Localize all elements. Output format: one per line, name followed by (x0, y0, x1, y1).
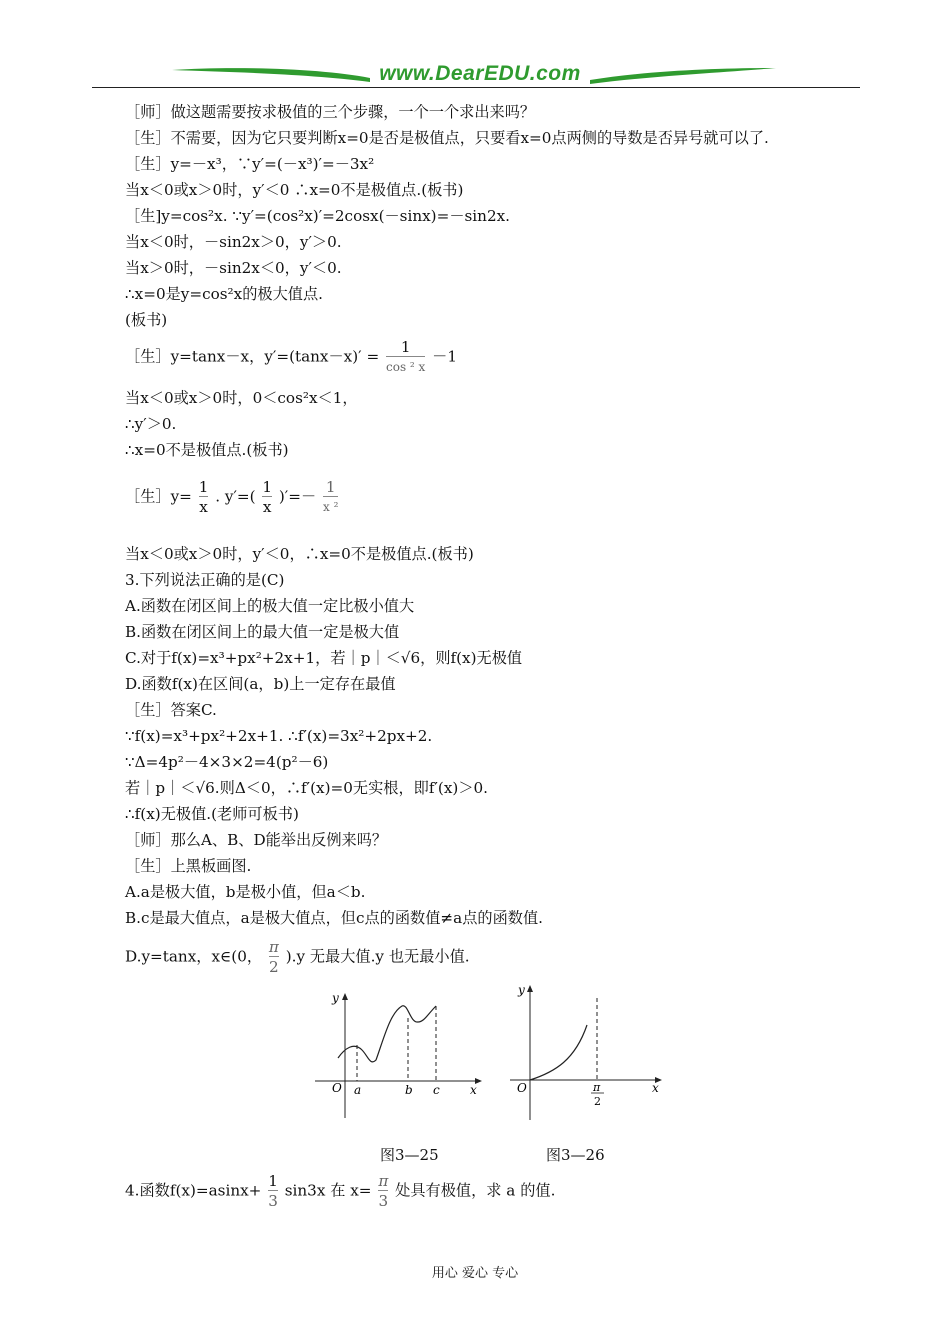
text-line: ［生］不需要，因为它只要判断x=0是否是极值点，只要看x=0点两侧的导数是否异号就可以了. (125, 129, 769, 147)
text-line: ［生]y=cos²x. ∵y′=(cos²x)′=2cosx(－sinx)=－sin2x. (125, 207, 511, 225)
text-line: ［生］答案C. (125, 701, 217, 719)
fraction-numerator: 1 (198, 478, 209, 496)
figure-3-26 (505, 980, 670, 1130)
text-line: ［生］上黑板画图. (125, 857, 252, 875)
text-segment: ［生］y= (125, 487, 192, 506)
fraction-denominator: x ² (323, 500, 339, 514)
fraction-numerator: 1 (400, 338, 411, 356)
fraction (386, 338, 425, 377)
text-line: 当x＞0时，－sin2x＜0，y′＜0. (125, 259, 342, 277)
tick-label-b: b (405, 1083, 413, 1097)
text-line: 当x＜0或x＞0时，y′＜0，∴x=0不是极值点.(板书) (125, 545, 474, 563)
text-segment: D.y=tanx，x∈(0， (125, 947, 263, 966)
text-line: ∴x=0不是极值点.(板书) (125, 441, 289, 459)
figure-3-25 (310, 988, 485, 1128)
tick-label-a: a (354, 1083, 362, 1097)
text-line: ［师］那么A、B、D能举出反例来吗？ (125, 831, 388, 849)
text-line: ∴x=0是y=cos²x的极大值点. (125, 285, 323, 303)
x-axis-label: x (470, 1083, 477, 1097)
y-axis-arrow-icon (342, 993, 348, 1000)
y-axis-arrow-icon (527, 985, 533, 992)
fraction-denominator: 3 (378, 1192, 389, 1210)
y-axis-label: y (332, 991, 339, 1005)
fraction-denominator: 3 (268, 1192, 278, 1210)
text-line: A.函数在闭区间上的极大值一定比极小值大 (125, 597, 415, 615)
fraction (262, 478, 272, 517)
text-line: C.对于f(x)=x³+px²+2x+1，若｜p｜＜√6，则f(x)无极值 (125, 649, 523, 667)
text-line: 若｜p｜＜√6.则Δ＜0，∴f′(x)=0无实根，即f′(x)＞0. (125, 779, 488, 797)
text-line: ∵f(x)=x³+px²+2x+1. ∴f′(x)=3x²+2px+2. (125, 727, 433, 745)
fraction (323, 478, 338, 517)
origin-label: O (517, 1081, 527, 1095)
fraction-numerator: 1 (262, 478, 273, 496)
text-segment: 4.函数f(x)=asinx+ (125, 1181, 262, 1200)
fraction-denominator: x (199, 498, 208, 516)
curve-with-extrema (338, 1006, 436, 1062)
text-line: ∵Δ=4p²－4×3×2=4(p²－6) (125, 753, 329, 771)
figure-caption-left: 图3—25 (380, 1146, 439, 1164)
text-line: ［师］做这题需要按求极值的三个步骤，一个一个求出来吗？ (125, 103, 536, 121)
text-line: ［生］y=－x³，∵y′=(－x³)′=－3x² (125, 155, 375, 173)
text-segment: sin3x 在 x= (284, 1181, 372, 1200)
tick-label-numerator: π (593, 1081, 601, 1094)
text-segment: ［生］y=tanx－x，y′=(tanx－x)′ = (125, 347, 380, 366)
text-segment: 处具有极值，求 a 的值. (395, 1181, 556, 1200)
fraction (378, 1172, 388, 1211)
tan-interval-line (125, 938, 470, 977)
fraction-denominator: 2 (269, 958, 279, 976)
fraction-numerator: π (378, 1172, 389, 1190)
text-line: 3.下列说法正确的是(C) (125, 571, 285, 589)
text-line: D.函数f(x)在区间(a，b)上一定存在最值 (125, 675, 396, 693)
fraction-numerator: 1 (268, 1172, 278, 1190)
header-rule (92, 87, 860, 88)
text-line: B.c是最大值点，a是极大值点，但c点的函数值≠a点的函数值. (125, 909, 543, 927)
text-segment: )′=－ (278, 487, 317, 506)
x-axis-label: x (652, 1081, 659, 1095)
header-logo (170, 62, 780, 86)
text-line: 当x＜0时，－sin2x＞0，y′＞0. (125, 233, 342, 251)
text-line: (板书) (125, 311, 168, 329)
text-segment: . y′=( (215, 487, 256, 506)
question-4-line (125, 1172, 555, 1211)
fraction (268, 1172, 278, 1211)
text-line: 当x＜0或x＞0时，0＜cos²x＜1， (125, 389, 358, 407)
page-footer: 用心 爱心 专心 (431, 1266, 519, 1281)
y-axis-label: y (518, 983, 525, 997)
logo-text: www.DearEDU.com (379, 62, 581, 85)
tick-label-denominator: 2 (594, 1095, 601, 1108)
text-segment: －1 (432, 347, 458, 366)
tick-label-c: c (433, 1083, 440, 1097)
origin-label: O (332, 1081, 342, 1095)
text-line: B.函数在闭区间上的最大值一定是极大值 (125, 623, 400, 641)
text-line: ∴y′＞0. (125, 415, 177, 433)
text-segment: ).y 无最大值.y 也无最小值. (285, 947, 470, 966)
fraction (199, 478, 209, 517)
text-line: ∴f(x)无极值.(老师可板书) (125, 805, 299, 823)
reciprocal-derivative-line (125, 478, 340, 517)
fraction-numerator: 1 (325, 478, 336, 496)
tan-derivative-line (125, 338, 457, 377)
fraction-numerator: π (268, 938, 279, 956)
figure-caption-right: 图3—26 (546, 1146, 605, 1164)
fraction-denominator: cos ² x (386, 360, 426, 374)
fraction-denominator: x (262, 498, 272, 516)
text-line: 当x＜0或x＞0时，y′＜0 ∴x=0不是极值点.(板书) (125, 181, 464, 199)
tan-curve (530, 1025, 587, 1080)
fraction (269, 938, 279, 977)
text-line: A.a是极大值，b是极小值，但a＜b. (125, 883, 366, 901)
